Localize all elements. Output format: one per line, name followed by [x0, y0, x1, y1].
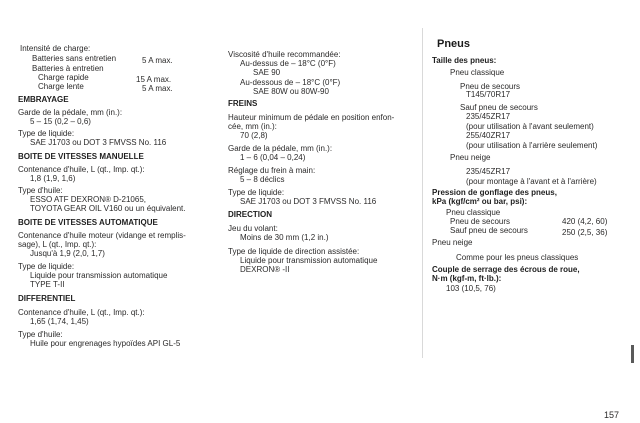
pressure-spare-label: Pneu de secours — [450, 217, 511, 226]
parking-brake-label: Réglage du frein à main: — [228, 166, 316, 175]
below-temp-value: SAE 80W ou 80W-90 — [253, 87, 329, 96]
automatic-transmission-heading: BOITE DE VITESSES AUTOMATIQUE — [18, 218, 158, 227]
differential-oil-type-value: Huile pour engrenages hypoïdes API GL-5 — [30, 339, 181, 348]
spare-tire-size: T145/70R17 — [466, 90, 511, 99]
power-steering-fluid-value-2: DEXRON® -II — [240, 265, 290, 274]
auto-fluid-type-value-2: TYPE T-II — [30, 280, 65, 289]
spare-tire-label: Pneu de secours — [460, 82, 521, 91]
oil-viscosity-label: Viscosité d'huile recommandée: — [228, 50, 341, 59]
engine-oil-capacity-label-1: Contenance d'huile moteur (vidange et remplis- — [18, 231, 186, 240]
pressure-standard-label: Pneu classique — [446, 208, 501, 217]
steering-freeplay-label: Jeu du volant: — [228, 224, 278, 233]
steering-heading: DIRECTION — [228, 210, 272, 219]
torque-value: 103 (10,5, 76) — [446, 284, 496, 293]
slow-charge-label: Charge lente — [38, 82, 84, 91]
manual-transmission-heading: BOITE DE VITESSES MANUELLE — [18, 152, 144, 161]
auto-fluid-type-label: Type de liquide: — [18, 262, 75, 271]
snow-tire-size: 235/45ZR17 — [466, 167, 511, 176]
parking-brake-value: 5 – 8 déclics — [240, 175, 285, 184]
pedal-min-height-label-2: cée, mm (in.): — [228, 122, 277, 131]
clutch-fluid-type-value: SAE J1703 ou DOT 3 FMVSS No. 116 — [30, 138, 167, 147]
torque-heading-1: Couple de serrage des écrous de roue, — [432, 265, 580, 274]
power-steering-fluid-value-1: Liquide pour transmission automatique — [240, 256, 378, 265]
fast-charge-value: 15 A max. — [136, 75, 172, 84]
brake-fluid-type-label: Type de liquide: — [228, 188, 285, 197]
torque-heading-2: N·m (kgf-m, ft·lb.): — [432, 274, 502, 283]
tire-size-heading: Taille des pneus: — [432, 56, 497, 65]
pressure-snow-label: Pneu neige — [432, 238, 473, 247]
power-steering-fluid-label: Type de liquide de direction assistée: — [228, 247, 360, 256]
maintenance-free-battery-value: 5 A max. — [142, 56, 173, 65]
tires-title: Pneus — [437, 38, 471, 50]
steering-freeplay-value: Moins de 30 mm (1,2 in.) — [240, 233, 329, 242]
manual-oil-type-label: Type d'huile: — [18, 186, 63, 195]
pedal-min-height-label-1: Hauteur minimum de pédale en position enfon- — [228, 113, 395, 122]
clutch-fluid-type-label: Type de liquide: — [18, 129, 75, 138]
pressure-heading-1: Pression de gonflage des pneus, — [432, 188, 557, 197]
standard-tire-label: Pneu classique — [450, 68, 505, 77]
pressure-non-spare-label: Sauf pneu de secours — [450, 226, 528, 235]
pressure-snow-note: Comme pour les pneus classiques — [456, 253, 579, 262]
non-spare-label: Sauf pneu de secours — [460, 103, 538, 112]
below-temp-label: Au-dessous de – 18°C (0°F) — [240, 78, 341, 87]
maintenance-free-battery-label: Batteries sans entretien — [32, 54, 117, 63]
slow-charge-value: 5 A max. — [142, 84, 173, 93]
clutch-heading: EMBRAYAGE — [18, 95, 69, 104]
engine-oil-capacity-value: Jusqu'à 1,9 (2,0, 1,7) — [30, 249, 105, 258]
manual-oil-type-value-1: ESSO ATF DEXRON® D-21065, — [30, 195, 147, 204]
rear-tire-note: (pour utilisation à l'arrière seulement) — [466, 141, 598, 150]
clutch-pedal-freeplay-value: 5 – 15 (0,2 – 0,6) — [30, 117, 91, 126]
pressure-non-spare-value: 250 (2,5, 36) — [562, 228, 608, 237]
above-temp-label: Au-dessus de – 18°C (0°F) — [240, 59, 336, 68]
brake-pedal-freeplay-value: 1 – 6 (0,04 – 0,24) — [240, 153, 306, 162]
clutch-pedal-freeplay-label: Garde de la pédale, mm (in.): — [18, 108, 123, 117]
snow-tire-note: (pour montage à l'avant et à l'arrière) — [466, 177, 597, 186]
auto-fluid-type-value-1: Liquide pour transmission automatique — [30, 271, 168, 280]
pedal-min-height-value: 70 (2,8) — [240, 131, 268, 140]
differential-heading: DIFFERENTIEL — [18, 294, 76, 303]
brakes-heading: FREINS — [228, 99, 258, 108]
page-number: 157 — [604, 410, 620, 420]
brake-fluid-type-value: SAE J1703 ou DOT 3 FMVSS No. 116 — [240, 197, 377, 206]
front-tire-size: 235/45ZR17 — [466, 112, 511, 121]
front-tire-note: (pour utilisation à l'avant seulement) — [466, 122, 594, 131]
rear-tire-size: 255/40ZR17 — [466, 131, 511, 140]
pressure-spare-value: 420 (4,2, 60) — [562, 217, 608, 226]
serviceable-battery-label: Batteries à entretien — [32, 64, 104, 73]
differential-oil-capacity-label: Contenance d'huile, L (qt., Imp. qt.): — [18, 308, 145, 317]
column-divider — [422, 28, 423, 358]
manual-oil-capacity-label: Contenance d'huile, L (qt., Imp. qt.): — [18, 165, 145, 174]
brake-pedal-freeplay-label: Garde de la pédale, mm (in.): — [228, 144, 333, 153]
engine-oil-capacity-label-2: sage), L (qt., Imp. qt.): — [18, 240, 97, 249]
differential-oil-type-label: Type d'huile: — [18, 330, 63, 339]
manual-oil-type-value-2: TOYOTA GEAR OIL V160 ou un équivalent. — [30, 204, 186, 213]
manual-oil-capacity-value: 1,8 (1,9, 1,6) — [30, 174, 76, 183]
differential-oil-capacity-value: 1,65 (1,74, 1,45) — [30, 317, 89, 326]
snow-tire-label: Pneu neige — [450, 153, 491, 162]
edge-tab — [631, 345, 634, 363]
pressure-heading-2: kPa (kgf/cm² ou bar, psi): — [432, 197, 528, 206]
charging-current-label: Intensité de charge: — [20, 44, 91, 53]
above-temp-value: SAE 90 — [253, 68, 281, 77]
fast-charge-label: Charge rapide — [38, 73, 89, 82]
